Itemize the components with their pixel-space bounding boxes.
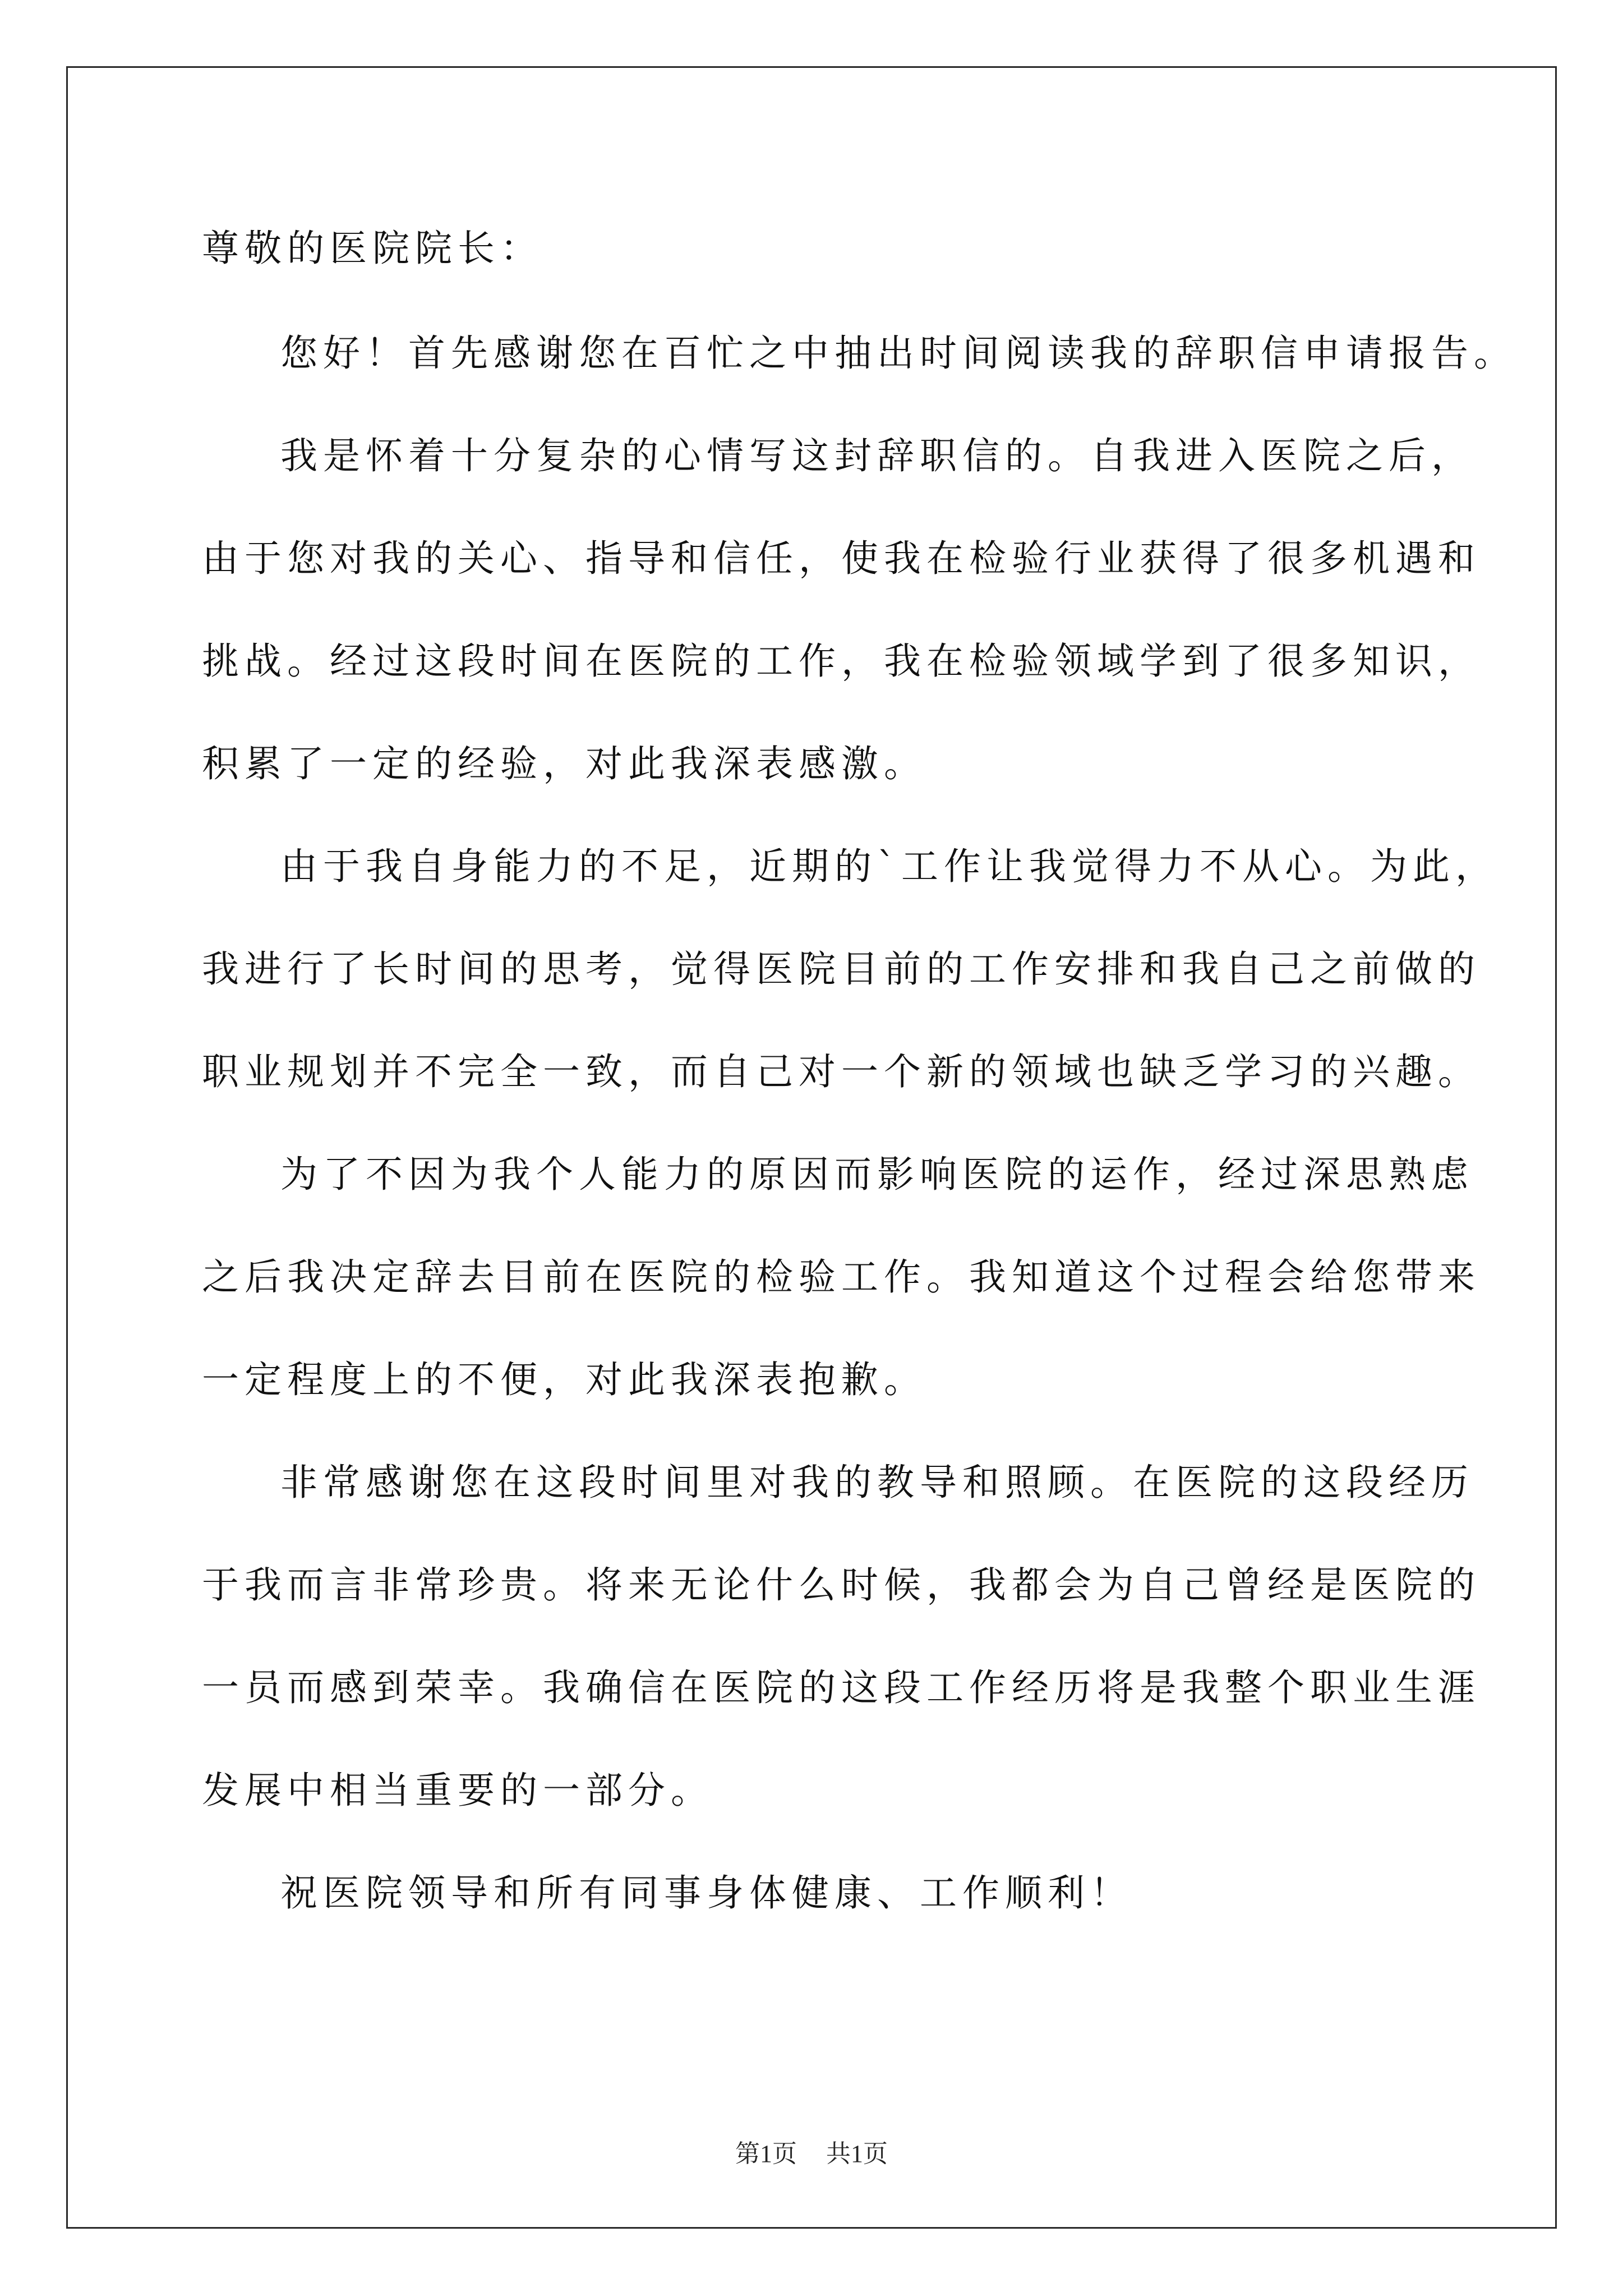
paragraph-line: 我是怀着十分复杂的心情写这封辞职信的。自我进入医院之后，	[280, 434, 1474, 477]
paragraph-line: 我进行了长时间的思考，觉得医院目前的工作安排和我自己之前做的	[202, 947, 1481, 991]
paragraph-line: 挑战。经过这段时间在医院的工作，我在检验领域学到了很多知识，	[202, 639, 1481, 683]
paragraph-line: 您好！首先感谢您在百忙之中抽出时间阅读我的辞职信申请报告。	[280, 332, 1516, 375]
page-number-total: 共1页	[826, 2140, 888, 2168]
paragraph-line: 之后我决定辞去目前在医院的检验工作。我知道这个过程会给您带来	[202, 1255, 1481, 1299]
salutation: 尊敬的医院院长：	[202, 227, 543, 270]
paragraph-line: 积累了一定的经验，对此我深表感激。	[202, 742, 926, 785]
paragraph-line: 由于我自身能力的不足，近期的`工作让我觉得力不从心。为此，	[280, 845, 1498, 888]
paragraph-line: 非常感谢您在这段时间里对我的教导和照顾。在医院的这段经历	[280, 1461, 1474, 1504]
page-footer	[0, 2133, 1623, 2169]
paragraph-line: 发展中相当重要的一部分。	[202, 1769, 713, 1812]
paragraph-line: 为了不因为我个人能力的原因而影响医院的运作，经过深思熟虑	[280, 1153, 1474, 1196]
closing-wish: 祝医院领导和所有同事身体健康、工作顺利！	[280, 1871, 1133, 1915]
page-number-current: 第1页	[735, 2140, 797, 2168]
paragraph-line: 一定程度上的不便，对此我深表抱歉。	[202, 1358, 926, 1401]
paragraph-line: 一员而感到荣幸。我确信在医院的这段工作经历将是我整个职业生涯	[202, 1666, 1481, 1709]
paragraph-line: 由于您对我的关心、指导和信任，使我在检验行业获得了很多机遇和	[202, 537, 1481, 580]
paragraph-line: 于我而言非常珍贵。将来无论什么时候，我都会为自己曾经是医院的	[202, 1563, 1481, 1607]
paragraph-line: 职业规划并不完全一致，而自己对一个新的领域也缺乏学习的兴趣。	[202, 1050, 1481, 1093]
